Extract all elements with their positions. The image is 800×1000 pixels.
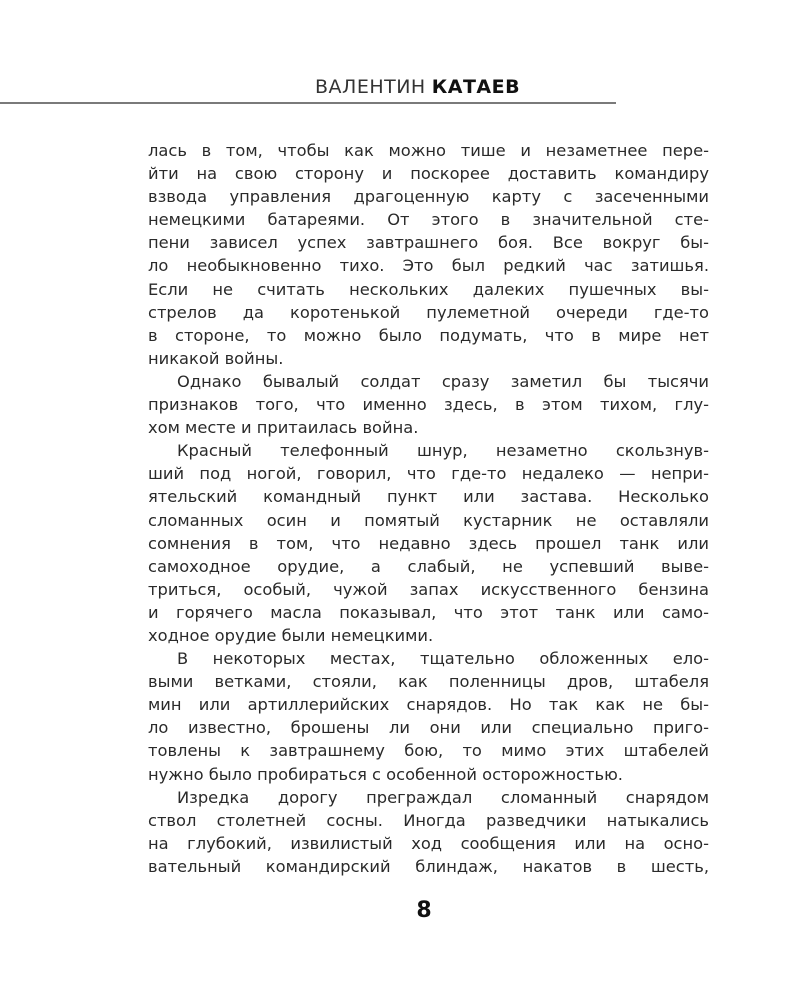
text-line: в стороне, то можно было подумать, что в мире нет xyxy=(148,325,709,345)
text-line: сломанных осин и помятый кустарник не оставляли xyxy=(148,510,709,530)
body-text xyxy=(148,139,709,878)
text-line: нужно было пробираться с особенной осторожностью. xyxy=(148,764,623,784)
header-rule xyxy=(0,102,616,104)
text-line: признаков того, что именно здесь, в этом тихом, глу- xyxy=(148,395,709,415)
text-line: мин или артиллерийских снарядов. Но так как не бы- xyxy=(148,695,709,715)
text-line: на глубокий, извилистый ход сообщения или на осно- xyxy=(148,833,709,853)
text-line: немецкими батареями. От этого в значительной сте- xyxy=(148,210,709,230)
text-line: сомнения в том, что недавно здесь прошел танк или xyxy=(148,533,709,553)
text-line: ший под ногой, говорил, что где-то недалеко — непри- xyxy=(148,464,709,484)
text-line: ло необыкновенно тихо. Это был редкий час затишья. xyxy=(148,256,709,276)
text-line: ло известно, брошены ли они или специально приго- xyxy=(148,718,709,738)
author-last-name: КАТАЕВ xyxy=(431,76,521,98)
text-line: никакой войны. xyxy=(148,348,284,368)
text-line: самоходное орудие, а слабый, не успевший выве- xyxy=(148,556,709,576)
text-line: и горячего масла показывал, что этот танк или само- xyxy=(148,602,709,622)
author-first-name: ВАЛЕНТИН xyxy=(315,76,426,98)
text-line: Красный телефонный шнур, незаметно скользнув- xyxy=(177,441,709,461)
text-line: йти на свою сторону и поскорее доставить командиру xyxy=(148,164,709,184)
text-line: В некоторых местах, тщательно обложенных ело- xyxy=(177,649,709,669)
text-line: ходное орудие были немецкими. xyxy=(148,625,434,645)
text-line: Изредка дорогу преграждал сломанный снарядом xyxy=(177,787,709,807)
text-line: ятельский командный пункт или застава. Несколько xyxy=(148,487,709,507)
text-line: взвода управления драгоценную карту с засеченными xyxy=(148,187,709,207)
text-line: ствол столетней сосны. Иногда разведчики натыкались xyxy=(148,810,709,830)
text-line: стрелов да коротенькой пулеметной очереди где-то xyxy=(148,302,709,322)
text-line: выми ветками, стояли, как поленницы дров, штабеля xyxy=(148,672,709,692)
page-number: 8 xyxy=(416,898,432,923)
text-line: товлены к завтрашнему бою, то мимо этих штабелей xyxy=(148,741,709,761)
text-line: пени зависел успех завтрашнего боя. Все вокруг бы- xyxy=(148,233,709,253)
running-header xyxy=(315,76,520,98)
text-line: триться, особый, чужой запах искусственного бензина xyxy=(148,579,709,599)
text-line: вательный командирский блиндаж, накатов в шесть, xyxy=(148,856,709,876)
text-line: Если не считать нескольких далеких пушечных вы- xyxy=(148,279,709,299)
text-line: Однако бывалый солдат сразу заметил бы тысячи xyxy=(177,371,709,391)
text-line: лась в том, чтобы как можно тише и незаметнее пере- xyxy=(148,141,709,160)
text-line: хом месте и притаилась война. xyxy=(148,418,419,438)
